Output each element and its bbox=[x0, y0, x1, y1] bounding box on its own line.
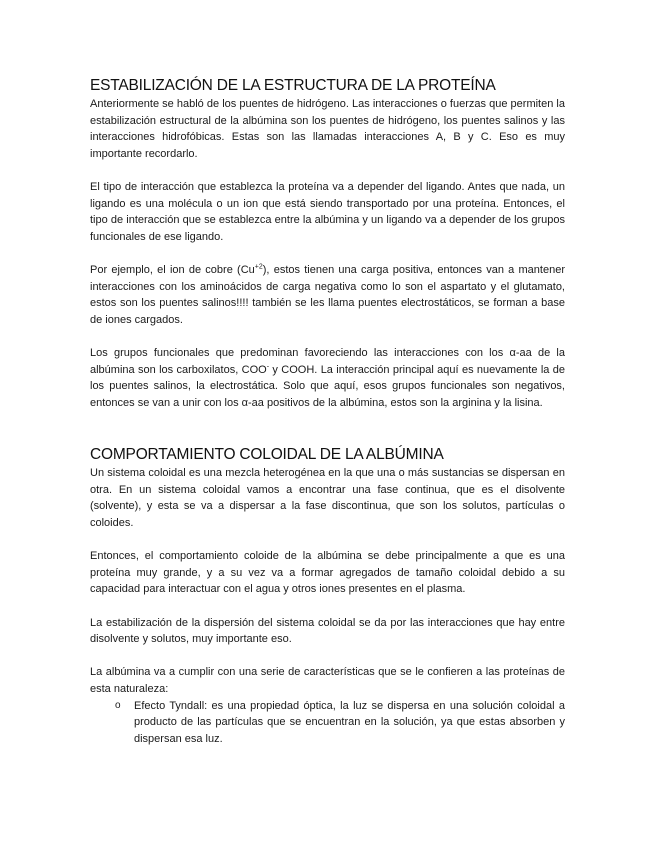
superscript: +2 bbox=[254, 263, 263, 271]
paragraph: Entonces, el comportamiento coloide de la albúmina se debe principalmente a que es una proteína muy grande, y a su vez va a formar agregados de tamaño coloidal debido a su capacidad para interactuar con el agua y otros iones presentes en el plasma. bbox=[90, 550, 565, 596]
paragraph bbox=[90, 345, 565, 411]
text-run: ), estos tienen una carga positiva, entonces van a mantener interacciones con los aminoácidos de carga negativa como lo son el aspartato y el glutamato, estos son los puentes salinos!!!! también se les llama puentes electrostáticos, se forman a base de iones cargados. bbox=[90, 263, 565, 326]
section-title-estabilizacion: ESTABILIZACIÓN DE LA ESTRUCTURA DE LA PROTEÍNA bbox=[90, 77, 496, 94]
paragraph: La estabilización de la dispersión del sistema coloidal se da por las interacciones que hay entre disolvente y solutos, muy importante eso. bbox=[90, 616, 565, 646]
paragraph: Anteriormente se habló de los puentes de hidrógeno. Las interacciones o fuerzas que permiten la estabilización estructural de la albúmina son los puentes de hidrógeno, los puentes salinos y las interacciones hidrofóbicas. Estas son las llamadas interacciones A, B y C. Eso es muy importante recordarlo. bbox=[90, 98, 565, 160]
text-run: y COOH. La interacción principal aquí es nuevamente la de los puentes salinos, la electrostática. Solo que aquí, esos grupos funcionales son negativos, entonces se van a unir con los α-aa positivos de la albúmina, estos son la arginina y la lisina. bbox=[90, 363, 565, 409]
text-run: Los grupos funcionales que predominan favoreciendo las interacciones con los α-aa de la albúmina son los carboxilatos, COO bbox=[90, 346, 565, 376]
list-item bbox=[90, 698, 565, 748]
paragraph: La albúmina va a cumplir con una serie de características que se le confieren a las proteínas de esta naturaleza: bbox=[90, 666, 565, 695]
paragraph: Un sistema coloidal es una mezcla heterogénea en la que una o más sustancias se dispersan en otra. En un sistema coloidal vamos a encontrar una fase continua, que es el disolvente (solvente), y esta se va a dispersar a la fase discontinua, que son los solutos, partículas o coloides. bbox=[90, 467, 565, 530]
paragraph: El tipo de interacción que establezca la proteína va a depender del ligando. Antes que nada, un ligando es una molécula o un ion que está siendo transportado por una proteína. Entonces, el tipo de interacción que se establezca entre la albúmina y un ligando va a depender de los grupos funcionales de ese ligando. bbox=[90, 180, 565, 243]
text-run: Por ejemplo, el ion de cobre (Cu bbox=[90, 263, 255, 276]
list-item-text: Efecto Tyndall: es una propiedad óptica, la luz se dispersa en una solución coloidal a producto de las partículas que se encuentran en la solución, ya que estas absorben y dispersan esa luz. bbox=[134, 699, 565, 745]
document-content bbox=[90, 76, 565, 747]
bullet-list bbox=[90, 698, 565, 748]
bullet-marker: o bbox=[115, 699, 121, 711]
superscript: - bbox=[266, 362, 270, 370]
paragraph bbox=[90, 262, 565, 328]
section-title-comportamiento-coloidal: COMPORTAMIENTO COLOIDAL DE LA ALBÚMINA bbox=[90, 446, 444, 464]
